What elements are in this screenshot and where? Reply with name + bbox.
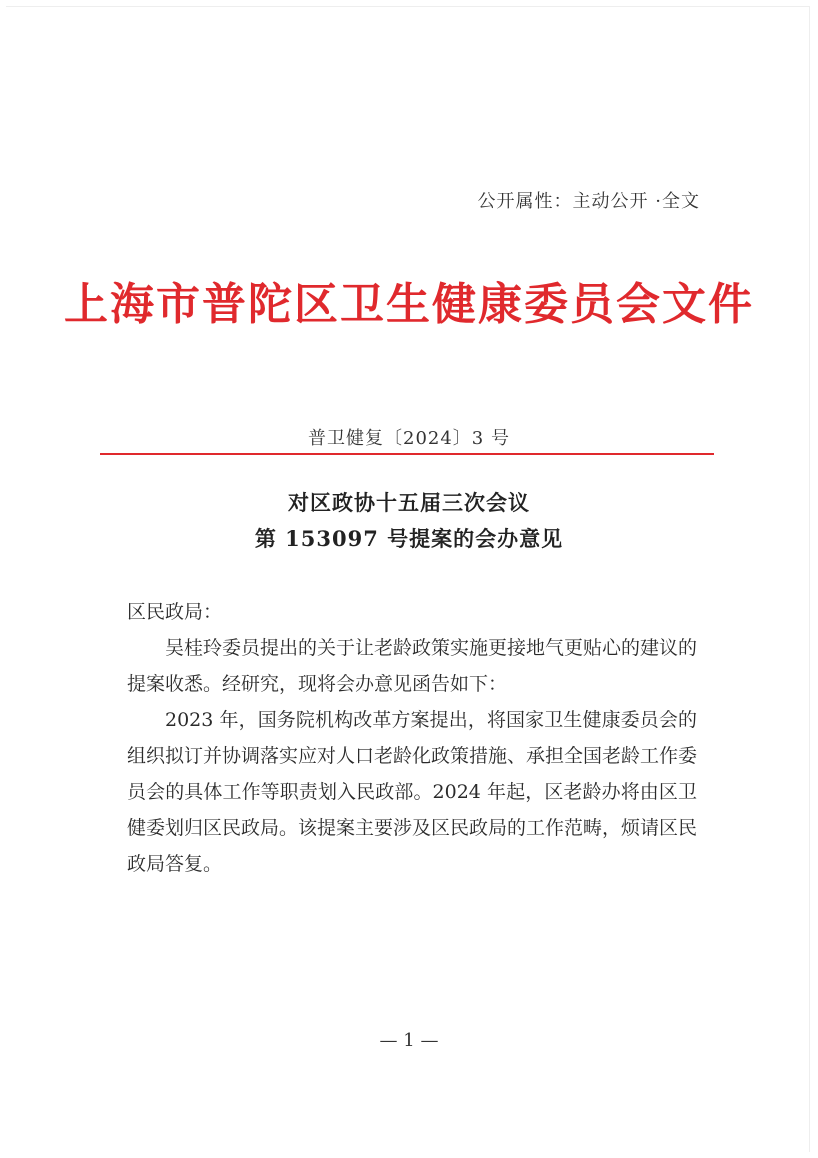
page-number: — 1 —: [379, 1030, 439, 1051]
disclosure-attribute: 公开属性：主动公开 ·全文: [477, 191, 700, 212]
document-title: [0, 485, 818, 557]
document-number: 普卫健复〔2024〕3 号: [308, 428, 510, 449]
body-paragraph: 2023 年，国务院机构改革方案提出，将国家卫生健康委员会的组织拟订并协调落实应对人口老龄化政策措施、承担全国老龄工作委员会的具体工作等职责划入民政部。2024 年起，区老龄办将由区卫健委划归区民政局。该提案主要涉及区民政局的工作范畴，烦请区民政局答复。: [127, 709, 698, 875]
document-title-line-2: 第 153097 号提案的会办意见: [254, 526, 564, 551]
red-divider-line: [100, 453, 714, 455]
document-header-title: 上海市普陀区卫生健康委员会文件: [64, 279, 754, 330]
page-border: [6, 6, 810, 1152]
body-paragraph: 吴桂玲委员提出的关于让老龄政策实施更接地气更贴心的建议的提案收悉。经研究，现将会办意见函告如下：: [127, 637, 698, 695]
document-title-line-1: 对区政协十五届三次会议: [288, 490, 530, 515]
document-body: [127, 594, 697, 882]
addressee: 区民政局：: [127, 601, 223, 623]
